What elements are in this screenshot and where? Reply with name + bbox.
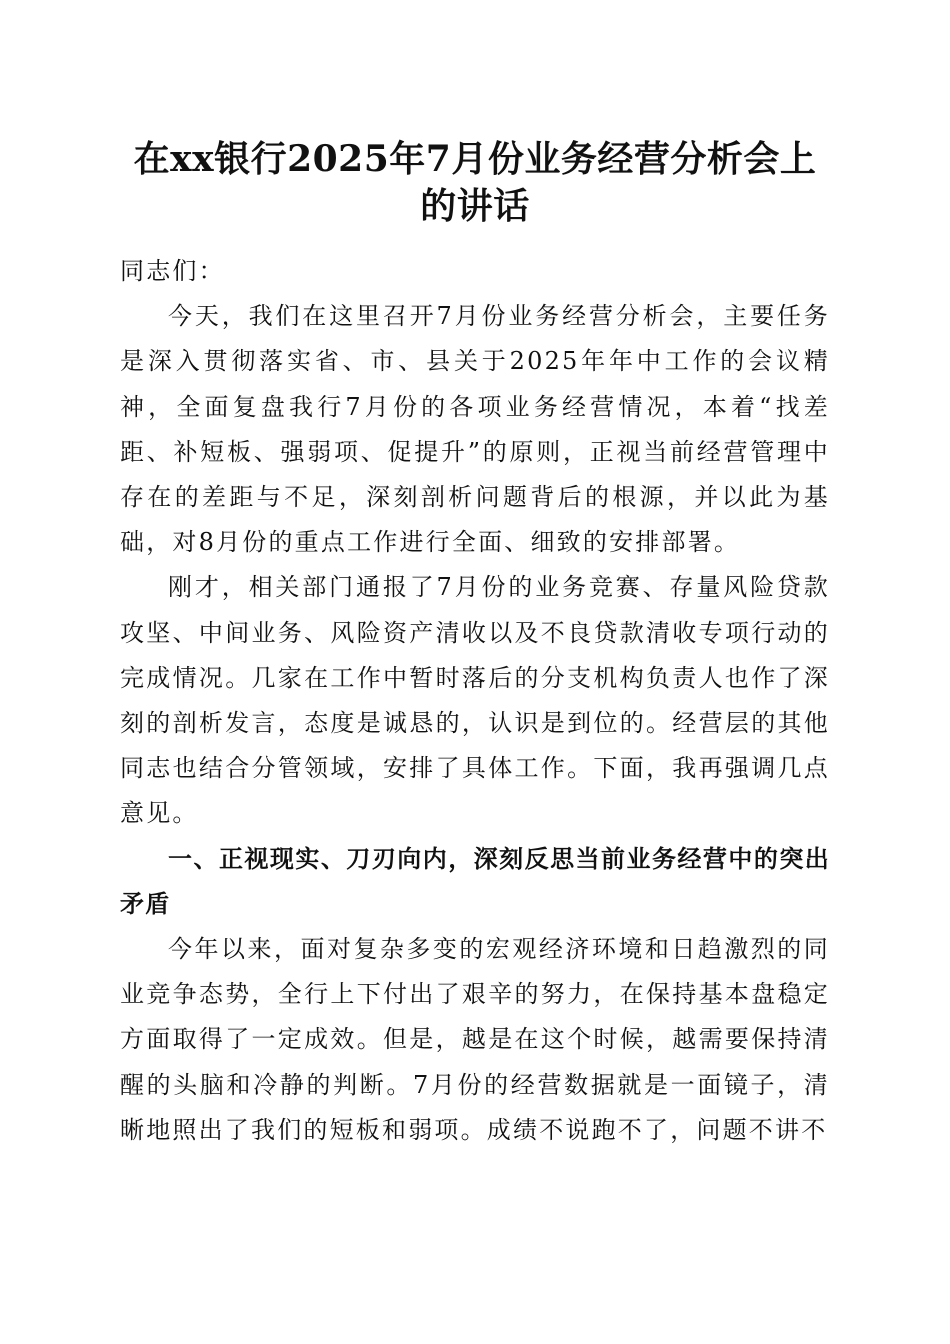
- paragraph-report: 刚才，相关部门通报了7月份的业务竞赛、存量风险贷款攻坚、中间业务、风险资产清收以及不良贷款清收专项行动的完成情况。几家在工作中暂时落后的分支机构负责人也作了深刻的剖析发言，态度是诚恳的，认识是到位的。经营层的其他同志也结合分管领域，安排了具体工作。下面，我再强调几点意见。: [120, 573, 830, 828]
- section-paragraph-1: 今年以来，面对复杂多变的宏观经济环境和日趋激烈的同业竞争态势，全行上下付出了艰辛的努力，在保持基本盘稳定方面取得了一定成效。但是，越是在这个时候，越需要保持清醒的头脑和冷静的判断。7月份的经营数据就是一面镜子，清晰地照出了我们的短板和弱项。成绩不说跑不了，问题不讲不: [120, 935, 830, 1144]
- document-title: 在xx银行2025年7月份业务经营分析会上的讲话: [133, 138, 817, 227]
- paragraph-intro: 今天，我们在这里召开7月份业务经营分析会，主要任务是深入贯彻落实省、市、县关于2025年年中工作的会议精神，全面复盘我行7月份的各项业务经营情况，本着“找差距、补短板、强弱项、促提升”的原则，正视当前经营管理中存在的差距与不足，深刻剖析问题背后的根源，并以此为基础，对8月份的重点工作进行全面、细致的安排部署。: [120, 302, 830, 557]
- section-heading-1: 一、正视现实、刀刃向内，深刻反思当前业务经营中的突出矛盾: [120, 844, 830, 918]
- salutation: 同志们：: [120, 257, 225, 285]
- document-body: [120, 249, 830, 1153]
